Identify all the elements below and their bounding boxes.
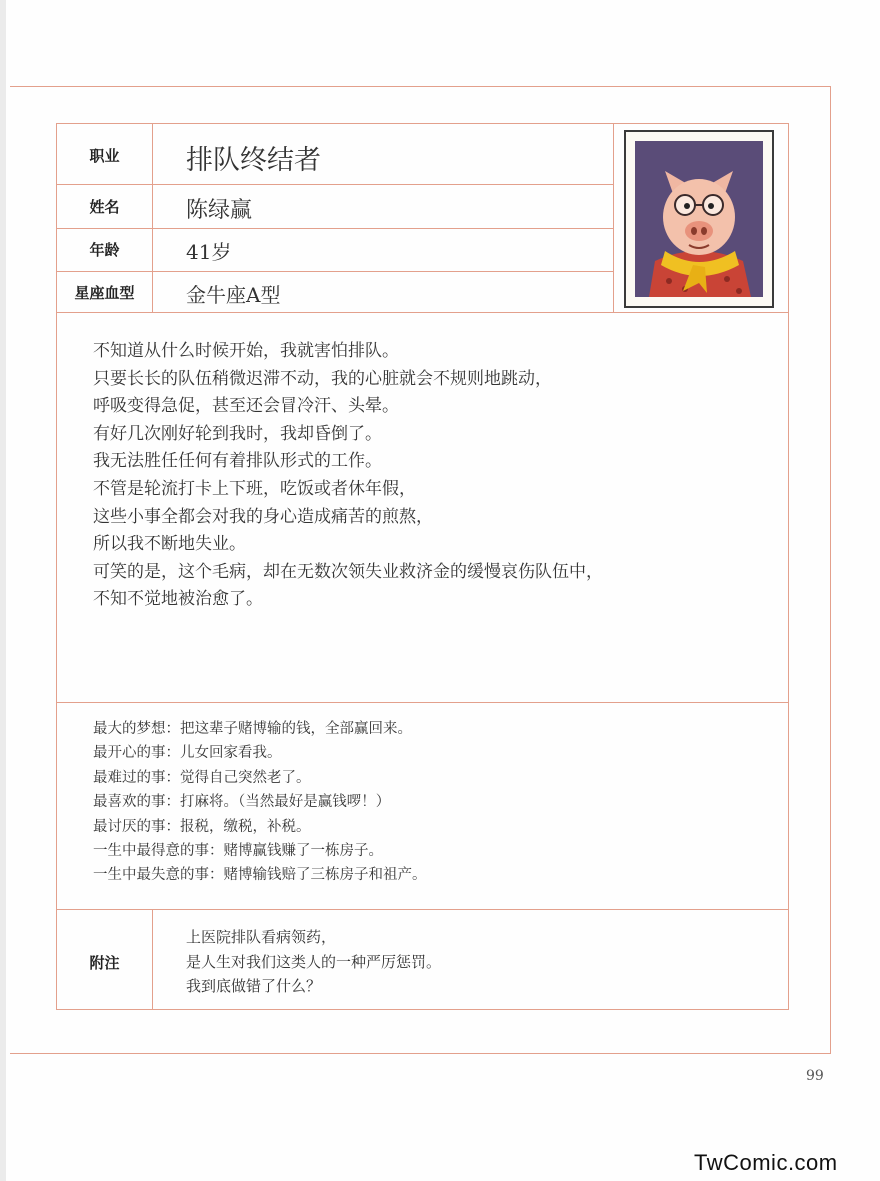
note-line: 是人生对我们这类人的一种严厉惩罚。 xyxy=(186,952,442,971)
note-divider xyxy=(152,909,153,1009)
section-divider xyxy=(57,702,788,703)
story-line: 不知道从什么时候开始，我就害怕排队。 xyxy=(93,341,399,361)
story-line: 这些小事全都会对我的身心造成痛苦的煎熬， xyxy=(93,506,433,527)
story-line: 只要长长的队伍稍微迟滞不动，我的心脏就会不规则地跳动， xyxy=(93,368,552,389)
story-line: 所以我不断地失业。 xyxy=(93,534,246,555)
story-text xyxy=(93,338,603,614)
watermark: TwComic.com xyxy=(694,1150,838,1175)
section-divider xyxy=(57,909,788,910)
note-line: 上医院排队看病领药， xyxy=(186,928,337,946)
fact-item: 最大的梦想：把这辈子赌博输的钱，全部赢回来。 xyxy=(93,721,412,737)
photo-divider xyxy=(613,124,614,312)
age-value: 41岁 xyxy=(186,240,232,264)
fact-item: 最喜欢的事：打麻将。（当然最好是赢钱啰！） xyxy=(93,794,391,811)
sign-label: 星座血型 xyxy=(74,284,135,302)
name-label: 姓名 xyxy=(89,198,120,216)
row-divider xyxy=(57,184,613,185)
label-divider xyxy=(152,124,153,312)
sign-value: 金牛座A型 xyxy=(186,283,281,307)
story-line: 呼吸变得急促，甚至还会冒冷汗、头晕。 xyxy=(93,396,399,417)
job-label: 职业 xyxy=(89,147,120,165)
page-number: 99 xyxy=(806,1068,824,1084)
name-value: 陈绿赢 xyxy=(186,198,253,223)
fact-item: 一生中最失意的事：赌博输钱赔了三栋房子和祖产。 xyxy=(93,867,427,884)
story-line: 不知不觉地被治愈了。 xyxy=(93,589,263,610)
photo-frame xyxy=(624,130,774,308)
story-line: 我无法胜任任何有着排队形式的工作。 xyxy=(93,451,382,472)
page xyxy=(6,0,880,1181)
profile-card xyxy=(56,123,789,1010)
note-line: 我到底做错了什么？ xyxy=(186,977,322,995)
note-label: 附注 xyxy=(89,954,120,972)
row-divider xyxy=(57,228,613,229)
fact-item: 一生中最得意的事：赌博赢钱赚了一栋房子。 xyxy=(93,843,383,860)
section-divider xyxy=(57,312,788,313)
note-text xyxy=(186,925,441,999)
story-line: 有好几次刚好轮到我时，我却昏倒了。 xyxy=(93,423,382,444)
row-divider xyxy=(57,271,613,272)
age-label: 年龄 xyxy=(89,241,120,259)
pig-portrait-icon xyxy=(635,141,763,297)
fact-item: 最开心的事：儿女回家看我。 xyxy=(93,745,282,762)
fact-item: 最难过的事：觉得自己突然老了。 xyxy=(93,769,311,786)
story-line: 可笑的是，这个毛病，却在无数次领失业救济金的缓慢哀伤队伍中， xyxy=(93,561,603,582)
fact-item: 最讨厌的事：报税，缴税，补税。 xyxy=(93,818,311,835)
facts-list xyxy=(93,717,427,888)
story-line: 不管是轮流打卡上下班，吃饭或者休年假， xyxy=(93,478,416,499)
job-value: 排队终结者 xyxy=(186,145,321,176)
